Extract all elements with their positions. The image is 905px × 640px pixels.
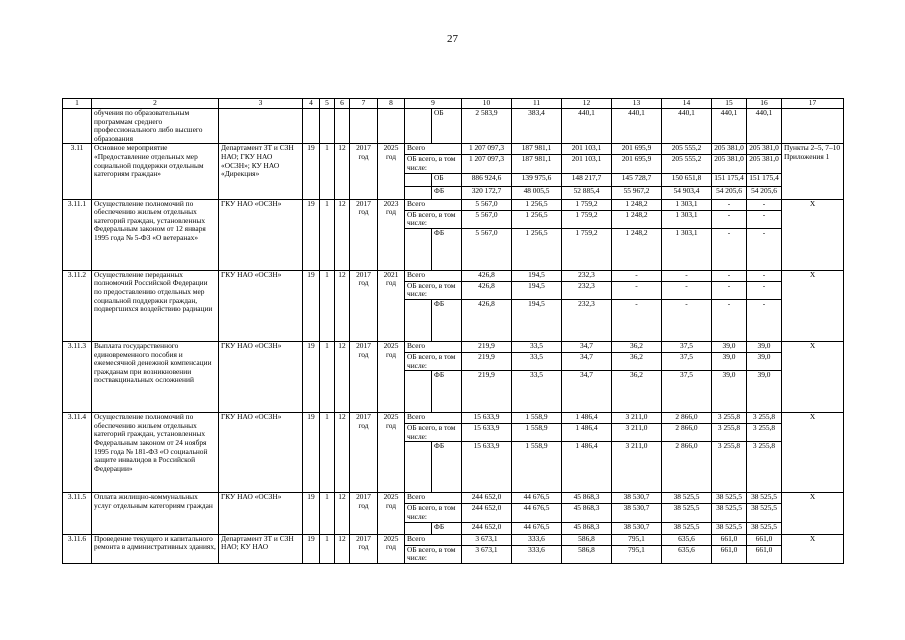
start-year: 2017 год xyxy=(350,341,378,412)
measure-note: Х xyxy=(782,493,844,534)
value-cell: 55 967,2 xyxy=(612,186,662,199)
measure-id: 3.11.4 xyxy=(63,413,92,493)
value-cell: 219,9 xyxy=(462,341,512,352)
col-header: 16 xyxy=(747,99,782,109)
measure-row xyxy=(63,144,844,155)
measure-code: 19 xyxy=(303,144,320,199)
value-cell: 39,0 xyxy=(747,352,782,370)
value-cell: 148 217,7 xyxy=(562,173,612,186)
measure-row xyxy=(63,270,844,281)
measure-name: Выплата государственного единовременного пособия и ежемесячной денежной компенсации гражданам при возникновении поствакцинальных осложнений xyxy=(92,341,219,412)
value-cell: 3 211,0 xyxy=(612,424,662,442)
measure-name: Оплата жилищно-коммунальных услуг отдельным категориям граждан xyxy=(92,493,219,534)
value-cell: 244 652,0 xyxy=(462,522,512,534)
fund-label: ОБ всего, в том числе: xyxy=(405,424,462,442)
value-cell: 39,0 xyxy=(712,341,747,352)
fund-label: ФБ xyxy=(432,442,462,493)
measure-name: Осуществление полномочий по обеспечению жильем отдельных категорий граждан, установленных Федеральным законом от 12 января 1995 года № 5-ФЗ «О ветеранах» xyxy=(92,199,219,270)
measure-name: Осуществление переданных полномочий Российской Федерации по предоставлению отдельных мер социальной поддержки граждан, подвергшихся воздействию радиации xyxy=(92,270,219,341)
col-header: 8 xyxy=(378,99,405,109)
value-cell: 232,3 xyxy=(562,270,612,281)
col-header: 7 xyxy=(350,99,378,109)
value-cell: 3 255,8 xyxy=(712,424,747,442)
value-cell: 38 525,5 xyxy=(712,493,747,504)
value-cell: 205 555,2 xyxy=(662,155,712,173)
start-year: 2017 год xyxy=(350,144,378,199)
value-cell: 38 525,5 xyxy=(747,522,782,534)
value-cell: - xyxy=(747,281,782,299)
fund-label: ОБ всего, в том числе: xyxy=(405,352,462,370)
value-cell: 333,6 xyxy=(512,534,562,545)
measure-executor: ГКУ НАО «ОСЗН» xyxy=(219,413,303,493)
value-cell: 586,8 xyxy=(562,534,612,545)
value-cell: 33,5 xyxy=(512,371,562,413)
measure-id: 3.11.2 xyxy=(63,270,92,341)
col-header: 6 xyxy=(335,99,350,109)
value-cell: 205 381,0 xyxy=(712,155,747,173)
value-cell: 1 558,9 xyxy=(512,442,562,493)
value-cell: 3 211,0 xyxy=(612,442,662,493)
measure-executor: ГКУ НАО «ОСЗН» xyxy=(219,493,303,534)
fund-label: ФБ xyxy=(432,299,462,341)
value-cell: 37,5 xyxy=(662,341,712,352)
col-header: 10 xyxy=(462,99,512,109)
value-cell: - xyxy=(662,281,712,299)
value-cell: - xyxy=(712,210,747,228)
value-cell: 44 676,5 xyxy=(512,504,562,522)
col-header: 17 xyxy=(782,99,844,109)
value-cell: 635,6 xyxy=(662,545,712,563)
value-cell: 151 175,4 xyxy=(747,173,782,186)
measure-note: Пункты 2–5, 7–10 Приложения 1 xyxy=(782,144,844,199)
value-cell: 194,5 xyxy=(512,270,562,281)
value-cell: 2 866,0 xyxy=(662,413,712,424)
measure-code: 19 xyxy=(303,199,320,270)
value-cell: 1 759,2 xyxy=(562,210,612,228)
value-cell: 151 175,4 xyxy=(712,173,747,186)
fund-label: Всего xyxy=(405,341,462,352)
value-cell: 54 205,6 xyxy=(712,186,747,199)
value-cell: - xyxy=(612,299,662,341)
value-cell: 320 172,7 xyxy=(462,186,512,199)
measure-name: Основное мероприятие «Предоставление отдельных мер социальной поддержки отдельным категориям граждан» xyxy=(92,144,219,199)
value-cell: 3 673,1 xyxy=(462,545,512,563)
value-cell: 201 695,9 xyxy=(612,144,662,155)
measure-id: 3.11.1 xyxy=(63,199,92,270)
measure-code: 12 xyxy=(335,199,350,270)
value-cell: 232,3 xyxy=(562,281,612,299)
fund-label: ОБ всего, в том числе: xyxy=(405,545,462,563)
value-cell: 244 652,0 xyxy=(462,493,512,504)
col-header: 1 xyxy=(63,99,92,109)
value-cell: 34,7 xyxy=(562,352,612,370)
value-cell: 39,0 xyxy=(747,371,782,413)
measure-note: Х xyxy=(782,341,844,412)
value-cell: 440,1 xyxy=(612,109,662,144)
value-cell: 36,2 xyxy=(612,341,662,352)
value-cell: 440,1 xyxy=(562,109,612,144)
value-cell: 38 525,5 xyxy=(747,504,782,522)
value-cell: 2 583,9 xyxy=(462,109,512,144)
fund-label: ОБ всего, в том числе: xyxy=(405,504,462,522)
value-cell: 635,6 xyxy=(662,534,712,545)
fund-label: ФБ xyxy=(432,522,462,534)
fund-label: ОБ xyxy=(432,109,462,144)
value-cell: 44 676,5 xyxy=(512,522,562,534)
value-cell: 3 255,8 xyxy=(712,413,747,424)
value-cell: - xyxy=(612,281,662,299)
measure-row xyxy=(63,534,844,545)
col-header: 5 xyxy=(320,99,335,109)
value-cell: 187 981,1 xyxy=(512,155,562,173)
value-cell: 426,8 xyxy=(462,270,512,281)
measure-code: 1 xyxy=(320,534,335,563)
measure-row xyxy=(63,493,844,504)
fund-label: ФБ xyxy=(432,186,462,199)
value-cell: 38 525,5 xyxy=(662,504,712,522)
value-cell: - xyxy=(747,210,782,228)
value-cell: 3 255,8 xyxy=(747,442,782,493)
value-cell: 426,8 xyxy=(462,281,512,299)
measure-code: 12 xyxy=(335,144,350,199)
value-cell: 1 256,5 xyxy=(512,210,562,228)
value-cell: - xyxy=(612,270,662,281)
value-cell: 187 981,1 xyxy=(512,144,562,155)
value-cell: 383,4 xyxy=(512,109,562,144)
value-cell: 886 924,6 xyxy=(462,173,512,186)
value-cell: - xyxy=(712,199,747,210)
end-year: 2023 год xyxy=(378,199,405,270)
value-cell: 1 558,9 xyxy=(512,413,562,424)
value-cell: 38 525,5 xyxy=(662,522,712,534)
col-header: 9 xyxy=(405,99,462,109)
page-number: 27 xyxy=(447,33,458,45)
value-cell: - xyxy=(712,299,747,341)
value-cell: 38 525,5 xyxy=(712,504,747,522)
continuation-row xyxy=(63,109,844,144)
value-cell: 201 103,1 xyxy=(562,144,612,155)
start-year: 2017 год xyxy=(350,534,378,563)
value-cell: 45 868,3 xyxy=(562,504,612,522)
measure-code: 12 xyxy=(335,493,350,534)
value-cell: 661,0 xyxy=(712,545,747,563)
value-cell: 5 567,0 xyxy=(462,228,512,270)
value-cell: 795,1 xyxy=(612,545,662,563)
value-cell: 1 248,2 xyxy=(612,228,662,270)
end-year: 2025 год xyxy=(378,413,405,493)
value-cell: 440,1 xyxy=(712,109,747,144)
value-cell: 1 303,1 xyxy=(662,199,712,210)
col-header: 12 xyxy=(562,99,612,109)
measure-name: обучения по образовательным программам среднего профессионального либо высшего образования xyxy=(92,109,219,144)
measure-code: 12 xyxy=(335,534,350,563)
value-cell: 34,7 xyxy=(562,341,612,352)
value-cell: 1 759,2 xyxy=(562,199,612,210)
value-cell: - xyxy=(712,270,747,281)
start-year: 2017 год xyxy=(350,199,378,270)
value-cell: - xyxy=(747,228,782,270)
value-cell: 1 303,1 xyxy=(662,228,712,270)
value-cell: 1 486,4 xyxy=(562,413,612,424)
value-cell: 795,1 xyxy=(612,534,662,545)
measure-code: 19 xyxy=(303,493,320,534)
fund-label: ОБ всего, в том числе: xyxy=(405,281,462,299)
value-cell: 54 903,4 xyxy=(662,186,712,199)
value-cell: 1 303,1 xyxy=(662,210,712,228)
start-year: 2017 год xyxy=(350,413,378,493)
measure-code: 19 xyxy=(303,270,320,341)
value-cell: 3 255,8 xyxy=(712,442,747,493)
value-cell: 232,3 xyxy=(562,299,612,341)
measure-row xyxy=(63,413,844,424)
value-cell: 38 525,5 xyxy=(747,493,782,504)
column-number-row xyxy=(63,99,844,109)
measure-name: Проведение текущего и капитального ремонта в административных зданиях, xyxy=(92,534,219,563)
measure-row xyxy=(63,199,844,210)
value-cell: 3 255,8 xyxy=(747,424,782,442)
value-cell: 44 676,5 xyxy=(512,493,562,504)
col-header: 15 xyxy=(712,99,747,109)
measure-code: 12 xyxy=(335,413,350,493)
value-cell: 1 558,9 xyxy=(512,424,562,442)
fund-label: Всего xyxy=(405,144,462,155)
value-cell: 1 207 097,3 xyxy=(462,155,512,173)
value-cell: 38 525,5 xyxy=(712,522,747,534)
value-cell: 1 207 097,3 xyxy=(462,144,512,155)
col-header: 13 xyxy=(612,99,662,109)
value-cell: 3 673,1 xyxy=(462,534,512,545)
value-cell: 15 633,9 xyxy=(462,413,512,424)
col-header: 11 xyxy=(512,99,562,109)
measure-executor: Департамент ЗТ и СЗН НАО; КУ НАО xyxy=(219,534,303,563)
measure-code: 19 xyxy=(303,341,320,412)
value-cell: 205 555,2 xyxy=(662,144,712,155)
value-cell: 205 381,0 xyxy=(712,144,747,155)
measure-executor: ГКУ НАО «ОСЗН» xyxy=(219,270,303,341)
value-cell: 150 651,8 xyxy=(662,173,712,186)
value-cell: - xyxy=(747,299,782,341)
fund-label: ОБ всего, в том числе: xyxy=(405,155,462,173)
value-cell: 38 530,7 xyxy=(612,522,662,534)
value-cell: 661,0 xyxy=(747,534,782,545)
measure-executor: ГКУ НАО «ОСЗН» xyxy=(219,341,303,412)
value-cell: 201 695,9 xyxy=(612,155,662,173)
value-cell: 54 205,6 xyxy=(747,186,782,199)
measure-code: 1 xyxy=(320,270,335,341)
value-cell: 15 633,9 xyxy=(462,442,512,493)
measure-note: Х xyxy=(782,413,844,493)
start-year: 2017 год xyxy=(350,493,378,534)
value-cell: 39,0 xyxy=(712,352,747,370)
fund-label: ОБ xyxy=(432,173,462,186)
end-year: 2025 год xyxy=(378,144,405,199)
measure-code: 1 xyxy=(320,144,335,199)
fund-label: Всего xyxy=(405,493,462,504)
value-cell: 205 381,0 xyxy=(747,144,782,155)
value-cell: 205 381,0 xyxy=(747,155,782,173)
measure-code: 12 xyxy=(335,341,350,412)
value-cell: 37,5 xyxy=(662,371,712,413)
value-cell: - xyxy=(712,281,747,299)
value-cell: 586,8 xyxy=(562,545,612,563)
value-cell: 1 248,2 xyxy=(612,210,662,228)
measure-id: 3.11.5 xyxy=(63,493,92,534)
value-cell: 1 248,2 xyxy=(612,199,662,210)
measure-code: 12 xyxy=(335,270,350,341)
measure-id: 3.11.3 xyxy=(63,341,92,412)
value-cell: 2 866,0 xyxy=(662,424,712,442)
value-cell: 440,1 xyxy=(747,109,782,144)
value-cell: 52 885,4 xyxy=(562,186,612,199)
end-year: 2025 год xyxy=(378,493,405,534)
measure-id: 3.11.6 xyxy=(63,534,92,563)
value-cell: 201 103,1 xyxy=(562,155,612,173)
value-cell: 1 256,5 xyxy=(512,199,562,210)
value-cell: 219,9 xyxy=(462,352,512,370)
value-cell: 194,5 xyxy=(512,281,562,299)
value-cell: 38 530,7 xyxy=(612,504,662,522)
value-cell: 145 728,7 xyxy=(612,173,662,186)
value-cell: 661,0 xyxy=(712,534,747,545)
value-cell: 194,5 xyxy=(512,299,562,341)
col-header: 4 xyxy=(303,99,320,109)
value-cell: 426,8 xyxy=(462,299,512,341)
fund-label: Всего xyxy=(405,534,462,545)
col-header: 3 xyxy=(219,99,303,109)
value-cell: 1 256,5 xyxy=(512,228,562,270)
value-cell: - xyxy=(747,199,782,210)
value-cell: 440,1 xyxy=(662,109,712,144)
value-cell: 5 567,0 xyxy=(462,199,512,210)
measure-executor: ГКУ НАО «ОСЗН» xyxy=(219,199,303,270)
measure-code: 1 xyxy=(320,413,335,493)
end-year: 2025 год xyxy=(378,341,405,412)
measure-note: Х xyxy=(782,199,844,270)
value-cell: 139 975,6 xyxy=(512,173,562,186)
measure-code: 19 xyxy=(303,413,320,493)
value-cell: 34,7 xyxy=(562,371,612,413)
value-cell: 39,0 xyxy=(747,341,782,352)
measure-note: Х xyxy=(782,270,844,341)
value-cell: 1 759,2 xyxy=(562,228,612,270)
value-cell: 244 652,0 xyxy=(462,504,512,522)
measure-code: 1 xyxy=(320,199,335,270)
measure-code: 19 xyxy=(303,534,320,563)
value-cell: 33,5 xyxy=(512,341,562,352)
value-cell: 38 530,7 xyxy=(612,493,662,504)
measure-executor: Департамент ЗТ и СЗН НАО; ГКУ НАО «ОСЗН»; КУ НАО «Дирекция» xyxy=(219,144,303,199)
fund-label: ФБ xyxy=(432,228,462,270)
value-cell: 45 868,3 xyxy=(562,493,612,504)
value-cell: 38 525,5 xyxy=(662,493,712,504)
measure-code: 1 xyxy=(320,493,335,534)
col-header: 2 xyxy=(92,99,219,109)
fund-label: ФБ xyxy=(432,371,462,413)
measure-code: 1 xyxy=(320,341,335,412)
value-cell: 5 567,0 xyxy=(462,210,512,228)
end-year: 2025 год xyxy=(378,534,405,563)
value-cell: - xyxy=(747,270,782,281)
value-cell: 661,0 xyxy=(747,545,782,563)
measure-id: 3.11 xyxy=(63,144,92,199)
value-cell: 37,5 xyxy=(662,352,712,370)
fund-label: Всего xyxy=(405,413,462,424)
fund-label: Всего xyxy=(405,199,462,210)
value-cell: - xyxy=(712,228,747,270)
value-cell: 36,2 xyxy=(612,352,662,370)
measure-row xyxy=(63,341,844,352)
value-cell: 39,0 xyxy=(712,371,747,413)
fund-label: ОБ всего, в том числе: xyxy=(405,210,462,228)
measure-note: Х xyxy=(782,534,844,563)
value-cell: 33,5 xyxy=(512,352,562,370)
value-cell: 3 211,0 xyxy=(612,413,662,424)
value-cell: 45 868,3 xyxy=(562,522,612,534)
value-cell: 219,9 xyxy=(462,371,512,413)
value-cell: 3 255,8 xyxy=(747,413,782,424)
start-year: 2017 год xyxy=(350,270,378,341)
end-year: 2021 год xyxy=(378,270,405,341)
value-cell: 2 866,0 xyxy=(662,442,712,493)
col-header: 14 xyxy=(662,99,712,109)
value-cell: 15 633,9 xyxy=(462,424,512,442)
value-cell: 1 486,4 xyxy=(562,442,612,493)
measure-name: Осуществление полномочий по обеспечению жильем отдельных категорий граждан, установленных Федеральным законом от 24 ноября 1995 года № 181-ФЗ «О социальной защите инвалидов в Российской Федерации» xyxy=(92,413,219,493)
program-table xyxy=(62,98,844,564)
value-cell: - xyxy=(662,299,712,341)
value-cell: 1 486,4 xyxy=(562,424,612,442)
value-cell: 48 005,5 xyxy=(512,186,562,199)
value-cell: - xyxy=(662,270,712,281)
value-cell: 333,6 xyxy=(512,545,562,563)
value-cell: 36,2 xyxy=(612,371,662,413)
fund-label: Всего xyxy=(405,270,462,281)
